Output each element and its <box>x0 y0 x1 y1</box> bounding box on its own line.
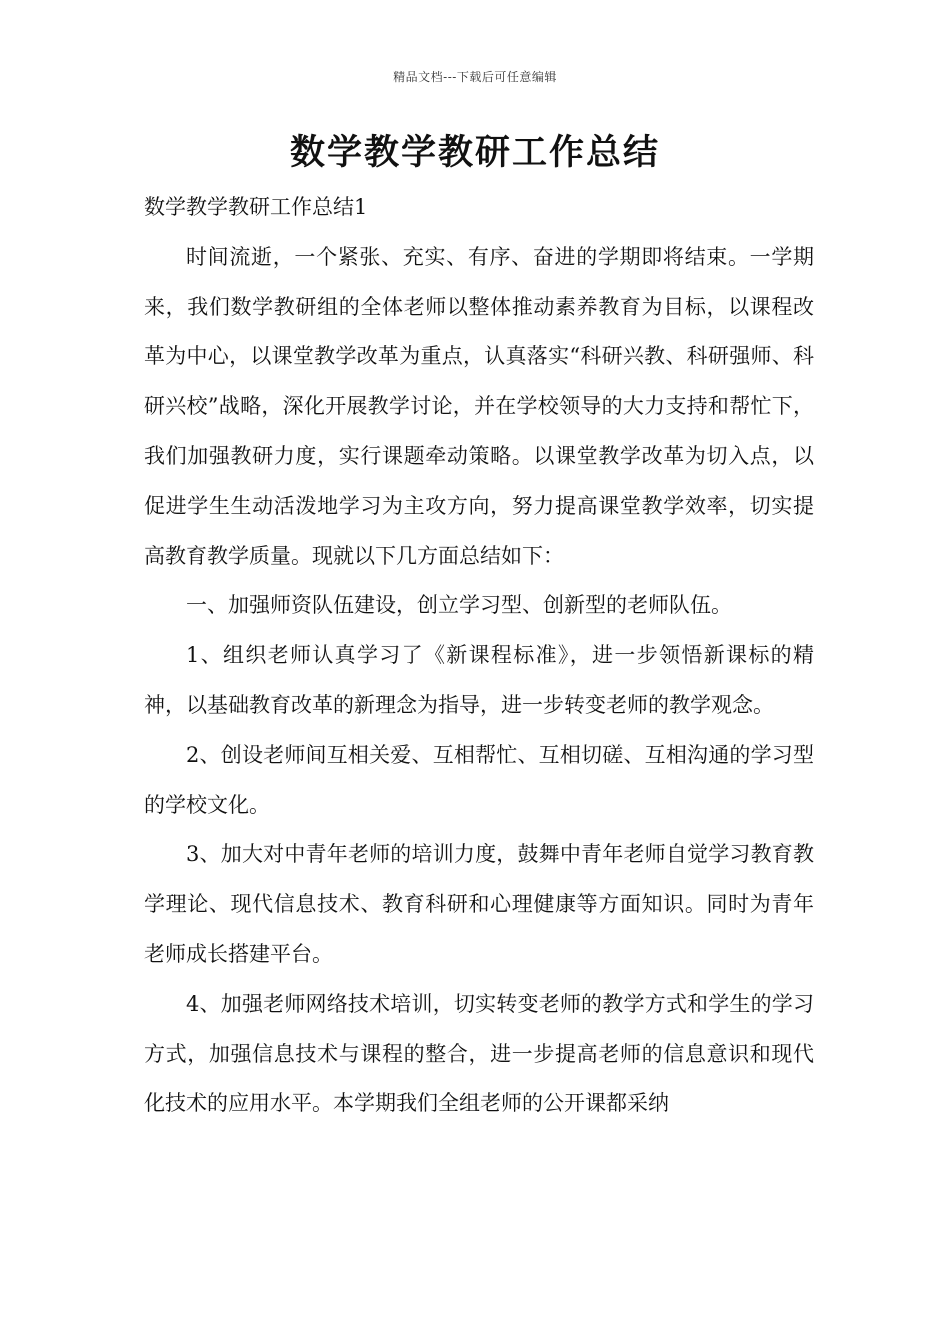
paragraph-intro: 时间流逝，一个紧张、充实、有序、奋进的学期即将结束。一学期来，我们数学教研组的全体老师以整体推动素养教育为目标，以课程改革为中心，以课堂教学改革为重点，认真落实“科研兴教、科研强师、科研兴校”战略，深化开展教学讨论，并在学校领导的大力支持和帮忙下，我们加强教研力度，实行课题牵动策略。以课堂教学改革为切入点，以促进学生生动活泼地学习为主攻方向，努力提高课堂教学效率，切实提高教育教学质量。现就以下几方面总结如下： <box>144 244 814 568</box>
paragraph-section-heading: 一、加强师资队伍建设，创立学习型、创新型的老师队伍。 <box>186 593 732 618</box>
document-body <box>144 183 814 1129</box>
paragraph-item-2: 2、创设老师间互相关爱、互相帮忙、互相切磋、互相沟通的学习型的学校文化。 <box>144 742 814 817</box>
header-note: 精品文档---下载后可任意编辑 <box>393 70 557 84</box>
paragraph-item-4: 4、加强老师网络技术培训，切实转变老师的教学方式和学生的学习方式，加强信息技术与课程的整合，进一步提高老师的信息意识和现代化技术的应用水平。本学期我们全组老师的公开课都采纳 <box>144 991 814 1116</box>
document-title: 数学教学教研工作总结 <box>289 132 660 173</box>
paragraph-item-1: 1、组织老师认真学习了《新课程标准》，进一步领悟新课标的精神，以基础教育改革的新理念为指导，进一步转变老师的教学观念。 <box>144 643 814 717</box>
section-subtitle: 数学教学教研工作总结1 <box>144 195 368 219</box>
paragraph-item-3: 3、加大对中青年老师的培训力度，鼓舞中青年老师自觉学习教育教学理论、现代信息技术、教育科研和心理健康等方面知识。同时为青年老师成长搭建平台。 <box>144 842 814 966</box>
